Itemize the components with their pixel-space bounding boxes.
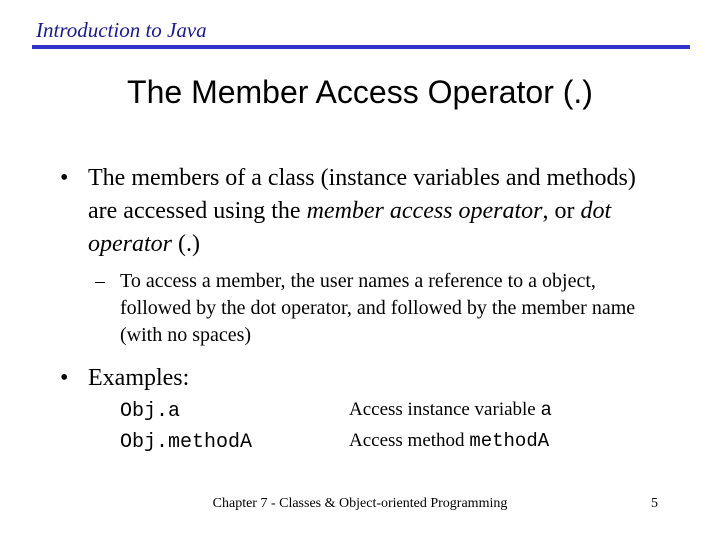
footer-text: Chapter 7 - Classes & Object-oriented Programming	[212, 496, 508, 511]
example-code-2: Obj.methodA	[120, 431, 253, 454]
example-desc-2-code: methodA	[469, 430, 550, 452]
bullet-1-part2: , or	[542, 198, 581, 224]
bullet-1-part1: The members of a class (instance variables and methods) are accessed using the	[88, 165, 636, 224]
sub-bullet-marker: –	[95, 270, 105, 292]
sub-bullet-text: To access a member, the user names a reference to a object, followed by the dot operator, and followed by the member name (with no spaces)	[120, 270, 636, 346]
example-desc-2	[349, 430, 549, 452]
bullet-1-part3: (.)	[172, 231, 200, 257]
bullet-marker: •	[60, 365, 69, 391]
example-desc-1	[349, 399, 552, 421]
header-rule	[32, 45, 690, 49]
example-desc-1-code: a	[540, 399, 552, 421]
bullet-1-em2: dot operator	[88, 198, 612, 257]
bullet-1-text	[88, 162, 648, 261]
example-code-1: Obj.a	[120, 400, 181, 423]
example-desc-1-text: Access instance variable	[349, 399, 541, 420]
bullet-1-em1: member access operator	[306, 198, 543, 224]
bullet-marker: •	[60, 165, 69, 191]
example-desc-2-text: Access method	[349, 430, 470, 451]
page-number: 5	[651, 496, 658, 511]
slide-title: The Member Access Operator (.)	[127, 74, 593, 110]
header-title: Introduction to Java	[36, 18, 207, 42]
bullet-2-text: Examples:	[88, 365, 190, 391]
